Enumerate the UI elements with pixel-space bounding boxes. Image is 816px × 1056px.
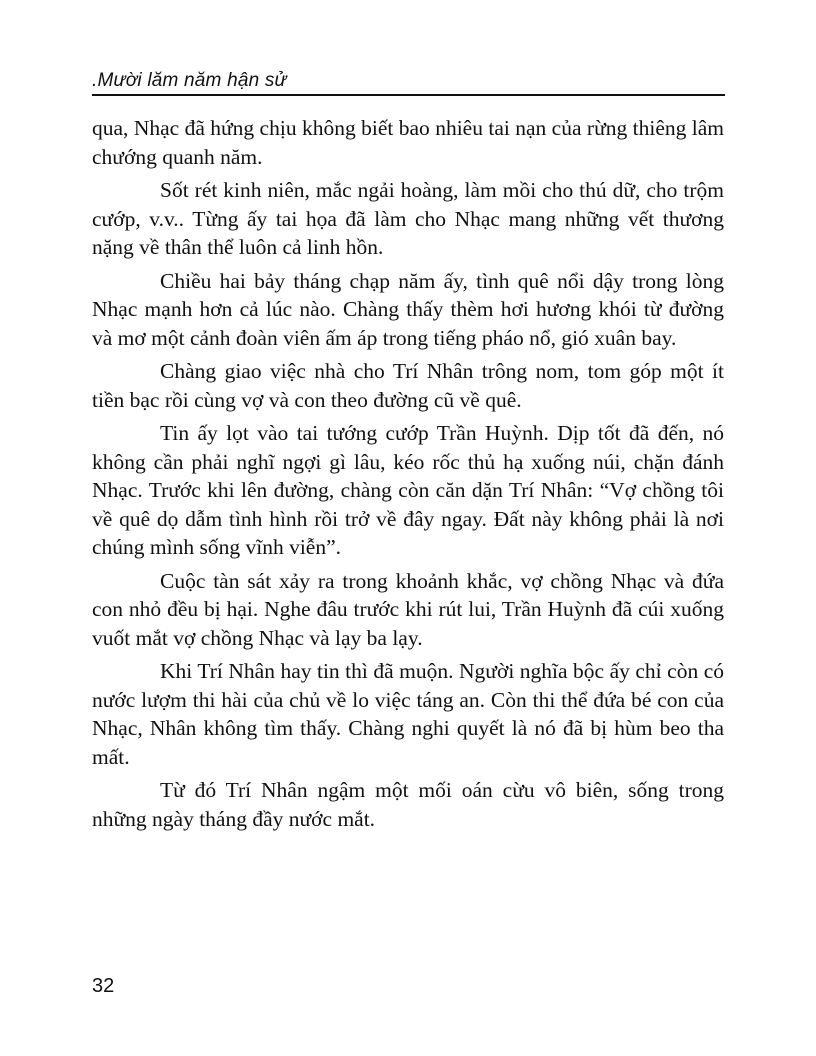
- page-number: 32: [92, 975, 115, 997]
- page-body: [92, 114, 724, 838]
- paragraph: Khi Trí Nhân hay tin thì đã muộn. Người nghĩa bộc ấy chỉ còn có nước lượm thi hài của chủ về lo việc táng an. Còn thi thể đứa bé con của Nhạc, Nhân không tìm thấy. Chàng nghi quyết là nó đã bị hùm beo tha mất.: [92, 659, 724, 769]
- paragraph: Sốt rét kinh niên, mắc ngải hoàng, làm mồi cho thú dữ, cho trộm cướp, v.v.. Từng ấy tai họa đã làm cho Nhạc mang những vết thương nặng về thân thể luôn cả linh hồn.: [92, 178, 724, 259]
- paragraph: Từ đó Trí Nhân ngậm một mối oán cừu vô biên, sống trong những ngày tháng đầy nước mắt.: [92, 778, 724, 831]
- paragraph: Tin ấy lọt vào tai tướng cướp Trần Huỳnh. Dịp tốt đã đến, nó không cần phải nghĩ ngợi gì lâu, kéo rốc thủ hạ xuống núi, chặn đánh Nhạc. Trước khi lên đường, chàng còn căn dặn Trí Nhân: “Vợ chồng tôi về quê dọ dẫm tình hình rồi trở về đây ngay. Đất này không phải là nơi chúng mình sống vĩnh viễn”.: [92, 421, 724, 559]
- paragraph: Chiều hai bảy tháng chạp năm ấy, tình quê nổi dậy trong lòng Nhạc mạnh hơn cả lúc nào. Chàng thấy thèm hơi hương khói từ đường và mơ một cảnh đoàn viên ấm áp trong tiếng pháo nổ, gió xuân bay.: [92, 268, 724, 350]
- header-rule: [92, 94, 725, 96]
- paragraph: Cuộc tàn sát xảy ra trong khoảnh khắc, vợ chồng Nhạc và đứa con nhỏ đều bị hại. Nghe đâu trước khi rút lui, Trần Huỳnh đã cúi xuống vuốt mắt vợ chồng Nhạc và lạy ba lạy.: [92, 568, 724, 650]
- running-header-title: .Mười lăm năm hận sử: [92, 70, 287, 91]
- paragraph-continued: qua, Nhạc đã hứng chịu không biết bao nhiêu tai nạn của rừng thiêng lâm chướng quanh năm.: [92, 116, 724, 169]
- paragraph: Chàng giao việc nhà cho Trí Nhân trông nom, tom góp một ít tiền bạc rồi cùng vợ và con theo đường cũ về quê.: [92, 359, 724, 412]
